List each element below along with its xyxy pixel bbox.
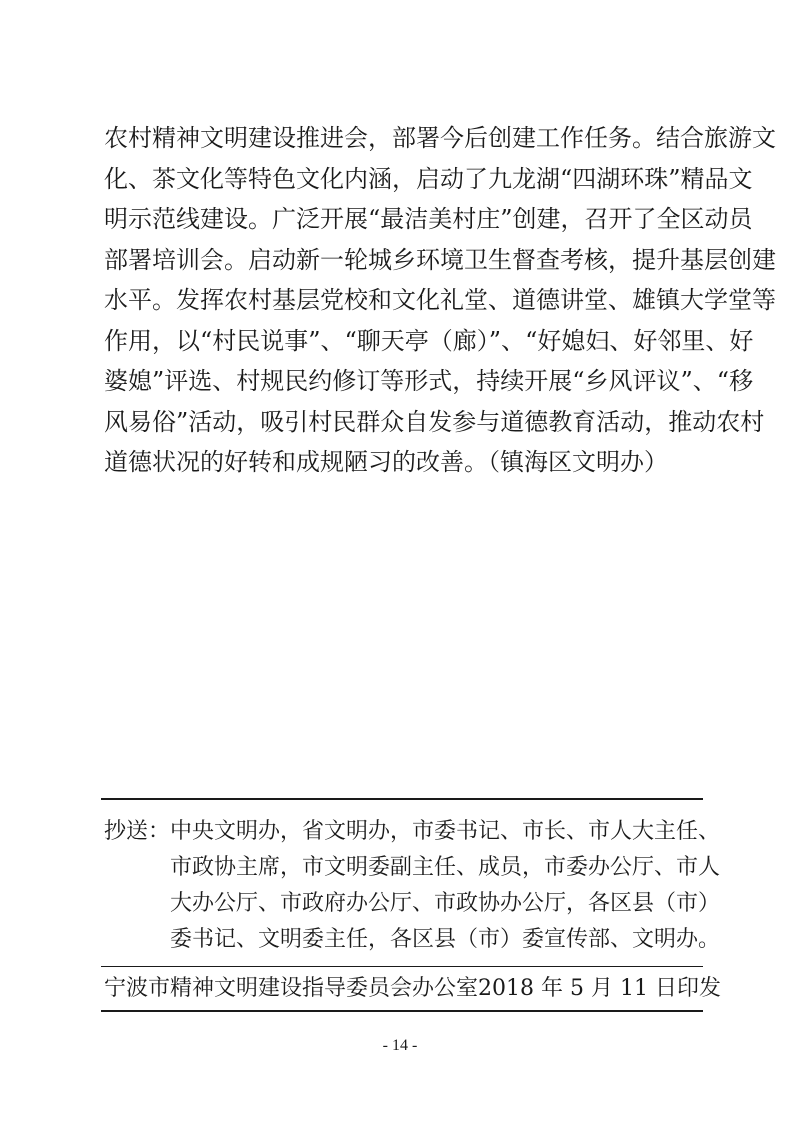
page-number: - 14 - xyxy=(382,1037,418,1054)
distribution-row xyxy=(104,850,721,886)
issuer-top-rule xyxy=(101,966,703,967)
body-line: 婆媳”评选、村规民约修订等形式，持续开展“乡风评议”、“移 xyxy=(104,367,754,395)
distribution-line: 市政协主席，市文明委副主任、成员，市委办公厅、市人 xyxy=(170,855,721,880)
distribution-line: 大办公厅、市政府办公厅、市政协办公厅，各区县（市） xyxy=(170,891,721,916)
distribution-line: 中央文明办，省文明办，市委书记、市长、市人大主任、 xyxy=(170,819,721,844)
distribution-row xyxy=(104,886,721,922)
distribution-row xyxy=(104,922,721,958)
distribution-list xyxy=(104,814,721,958)
body-line: 化、茶文化等特色文化内涵，启动了九龙湖“四湖环珠”精品文 xyxy=(104,164,753,193)
body-line: 水平。发挥农村基层党校和文化礼堂、道德讲堂、雄镇大学堂等 xyxy=(104,286,776,314)
issue-date: 2018 年 5 月 11 日印发 xyxy=(478,976,721,1001)
distribution-top-rule xyxy=(101,798,703,800)
body-line: 部署培训会。启动新一轮城乡环境卫生督查考核，提升基层创建 xyxy=(104,245,776,274)
body-line: 作用，以“村民说事”、“聊天亭（廊）”、“好媳妇、好邻里、好 xyxy=(104,326,754,355)
distribution-row xyxy=(104,814,721,850)
issuer-bottom-rule xyxy=(101,1010,703,1012)
body-line: 明示范线建设。广泛开展“最洁美村庄”创建，召开了全区动员 xyxy=(104,205,753,233)
issuer-office: 宁波市精神文明建设指导委员会办公室 xyxy=(104,976,479,1001)
distribution-label: 抄送： xyxy=(104,819,171,844)
distribution-line: 委书记、文明委主任，各区县（市）委宣传部、文明办。 xyxy=(170,927,721,952)
body-line: 农村精神文明建设推进会，部署今后创建工作任务。结合旅游文 xyxy=(104,124,776,152)
body-line: 道德状况的好转和成规陋习的改善。（镇海区文明办） xyxy=(104,448,668,476)
body-paragraph xyxy=(104,118,776,483)
body-line: 风易俗”活动，吸引村民群众自发参与道德教育活动，推动农村 xyxy=(104,407,765,436)
issuer-line xyxy=(104,971,721,1007)
